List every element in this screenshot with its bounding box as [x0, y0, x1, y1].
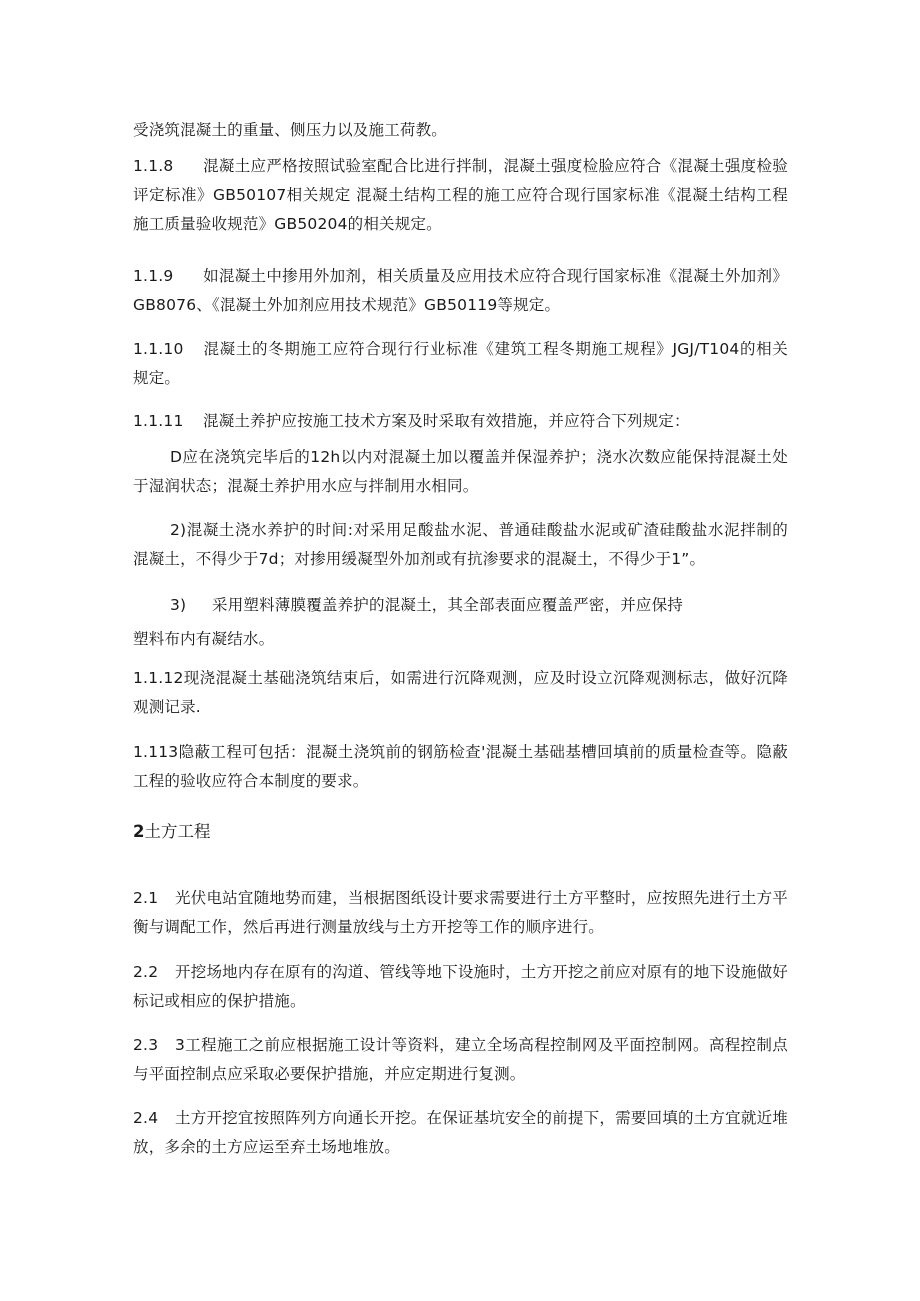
list-item-2: 2)混凝土浇水养护的时间:对采用足酸盐水泥、普通硅酸盐水泥或矿渣硅酸盐水泥拌制的混凝土，不得少于7d；对掺用缓凝型外加剂或有抗渗要求的混凝土，不得少于1”。	[133, 521, 788, 568]
clause-number: 2.2	[133, 963, 159, 981]
paragraph-2-2	[133, 958, 788, 1016]
clause-text: 混凝土养护应按施工技术方案及时采取有效措施，并应符合下列规定：	[203, 412, 690, 430]
paragraph-2-4	[133, 1104, 788, 1162]
paragraph-1-1-9	[133, 262, 788, 320]
clause-text: 混凝土的冬期施工应符合现行行业标准《建筑工程冬期施工规程》JGJ/T104的相关规定。	[133, 340, 788, 387]
paragraph-1-1-11	[133, 407, 788, 436]
clause-number: 2.4	[133, 1109, 159, 1127]
paragraph-1-1-13: 1.113隐蔽工程可包括：混凝土浇筑前的钢筋检查'混凝土基础基槽回填前的质量检查等。隐蔽工程的验收应符合本制度的要求。	[133, 743, 788, 790]
clause-number: 1.1.11	[133, 412, 184, 430]
clause-number: 1.1.10	[133, 340, 184, 358]
clause-text: 土方开挖宜按照阵列方向通长开挖。在保证基坑安全的前提下，需要回填的土方宜就近堆放，多余的土方应运至弃土场地堆放。	[133, 1109, 788, 1156]
clause-text: 3工程施工之前应根据施工设计等资料，建立全场高程控制网及平面控制网。高程控制点与平面控制点应采取必要保护措施，并应定期进行复测。	[133, 1036, 788, 1083]
list-item-3	[133, 591, 788, 620]
paragraph-1-1-12: 1.1.12现浇混凝土基础浇筑结束后，如需进行沉降观测，应及时设立沉降观测标志，做好沉降观测记录.	[133, 669, 788, 716]
clause-text: 光伏电站宜随地势而建，当根据图纸设计要求需要进行土方平整时，应按照先进行土方平衡与调配工作，然后再进行测量放线与土方开挖等工作的顺序进行。	[133, 889, 788, 936]
section-number: 2	[133, 822, 145, 841]
paragraph-1-1-10	[133, 335, 788, 393]
clause-text: 开挖场地内存在原有的沟道、管线等地下设施时，土方开挖之前应对原有的地下设施做好标记或相应的保护措施。	[133, 963, 788, 1010]
paragraph-2-3	[133, 1031, 788, 1089]
list-item-1: D应在浇筑完毕后的12h以内对混凝土加以覆盖并保湿养护；浇水次数应能保持混凝土处于湿润状态；混凝土养护用水应与拌制用水相同。	[133, 448, 788, 495]
section-heading	[133, 817, 210, 847]
paragraph-2-1	[133, 884, 788, 942]
clause-number: 2.3	[133, 1036, 159, 1054]
clause-number: 1.1.9	[133, 267, 174, 285]
list-item-3-continuation: 塑料布内有凝结水。	[133, 630, 275, 648]
clause-number: 2.1	[133, 889, 159, 907]
paragraph-1-1-8	[133, 152, 788, 239]
list-item-number: 3)	[170, 596, 187, 614]
paragraph-continuation: 受浇筑混凝土的重量、侧压力以及施工荷教。	[133, 121, 448, 139]
list-item-text: 采用塑料薄膜覆盖养护的混凝土，其全部表面应覆盖严密，并应保持	[212, 596, 684, 614]
clause-text: 混凝土应严格按照试验室配合比进行拌制，混凝土强度检脸应符合《混凝土强度检验评定标准》GB50107相关规定 混凝土结构工程的施工应符合现行国家标准《混凝土结构工程施工质量验收规范》GB50204的相关规定。	[133, 157, 788, 233]
clause-text: 如混凝土中掺用外加剂，相关质量及应用技术应符合现行国家标准《混凝土外加剂》GB8076、《混凝土外加剂应用技术规范》GB50119等规定。	[133, 267, 788, 314]
section-title: 土方工程	[144, 822, 211, 841]
clause-number: 1.1.8	[133, 157, 174, 175]
